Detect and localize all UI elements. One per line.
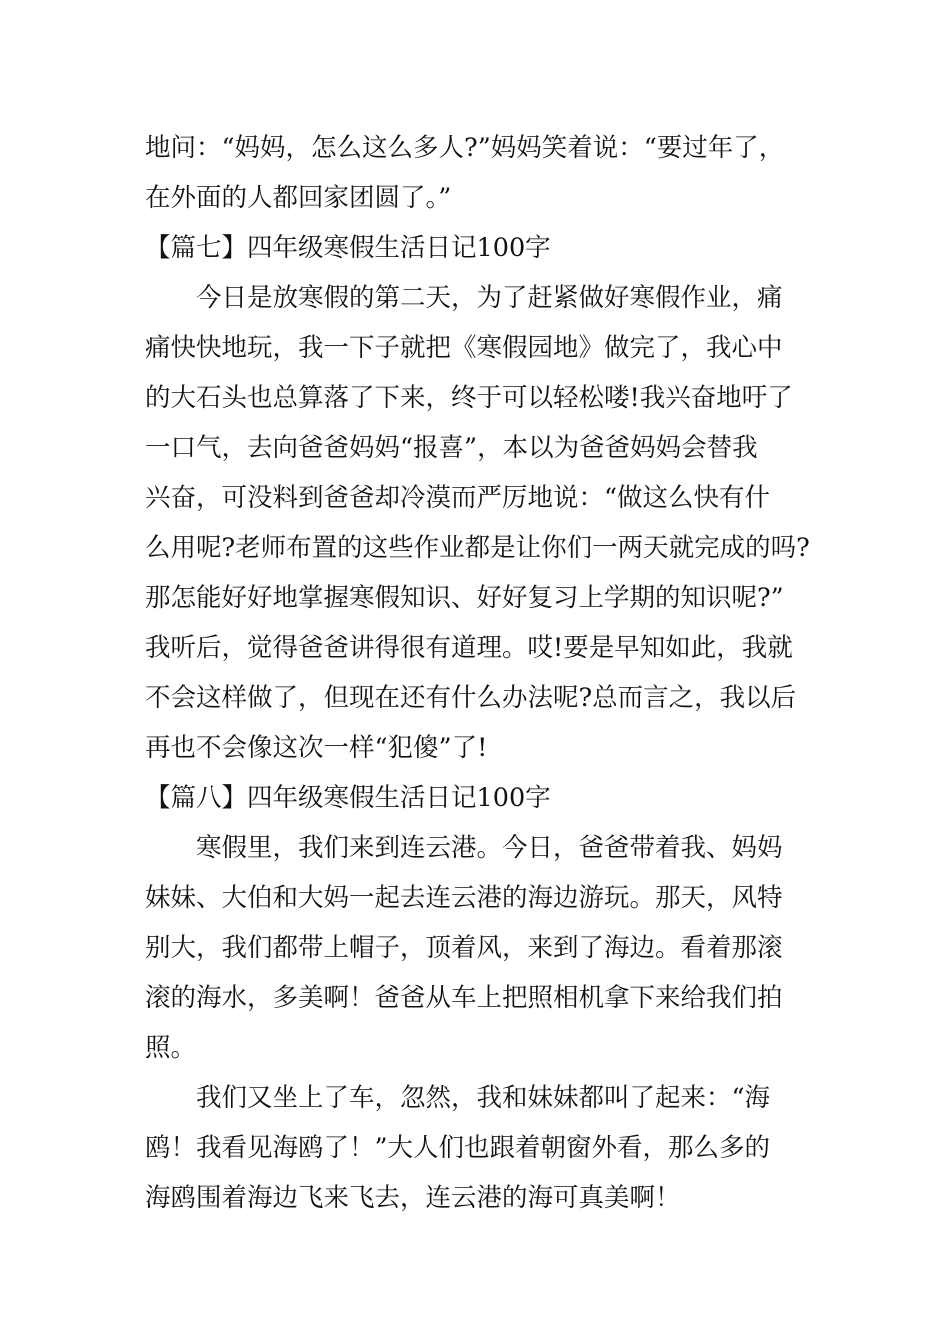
text-line: 兴奋，可没料到爸爸却冷漠而严厉地说：“做这么快有什 <box>145 483 771 513</box>
text-line: 鸥！我看见海鸥了！”大人们也跟着朝窗外看，那么多的 <box>145 1133 771 1163</box>
text-line: 别大，我们都带上帽子，顶着风，来到了海边。看着那滚 <box>145 933 783 963</box>
text-line: 痛快快地玩，我一下子就把《寒假园地》做完了，我心中 <box>145 333 783 363</box>
text-line: 不会这样做了，但现在还有什么办法呢?总而言之，我以后 <box>145 683 797 713</box>
section-heading: 【篇七】四年级寒假生活日记100字 <box>145 233 551 263</box>
text-line: 那怎能好好地掌握寒假知识、好好复习上学期的知识呢?” <box>145 583 784 613</box>
text-line: 再也不会像这次一样“犯傻”了! <box>145 733 488 763</box>
section-heading: 【篇八】四年级寒假生活日记100字 <box>145 783 551 813</box>
text-line: 一口气，去向爸爸妈妈“报喜”，本以为爸爸妈妈会替我 <box>145 433 758 463</box>
text-line: 我们又坐上了车，忽然，我和妹妹都叫了起来：“海 <box>145 1083 771 1113</box>
text-line: 我听后，觉得爸爸讲得很有道理。哎!要是早知如此，我就 <box>145 633 793 663</box>
text-line: 在外面的人都回家团圆了。” <box>145 183 452 213</box>
text-line: 寒假里，我们来到连云港。今日，爸爸带着我、妈妈 <box>145 833 783 863</box>
text-line: 照。 <box>145 1033 197 1063</box>
text-line: 的大石头也总算落了下来，终于可以轻松喽!我兴奋地吁了 <box>145 383 793 413</box>
text-line: 今日是放寒假的第二天，为了赶紧做好寒假作业，痛 <box>145 283 783 313</box>
text-line: 滚的海水，多美啊！爸爸从车上把照相机拿下来给我们拍 <box>145 983 783 1013</box>
text-line: 地问：“妈妈，怎么这么多人?”妈妈笑着说：“要过年了， <box>145 133 785 163</box>
text-line: 海鸥围着海边飞来飞去，连云港的海可真美啊！ <box>145 1183 681 1213</box>
text-line: 妹妹、大伯和大妈一起去连云港的海边游玩。那天，风特 <box>145 883 783 913</box>
text-line: 么用呢?老师布置的这些作业都是让你们一两天就完成的吗? <box>145 533 810 563</box>
